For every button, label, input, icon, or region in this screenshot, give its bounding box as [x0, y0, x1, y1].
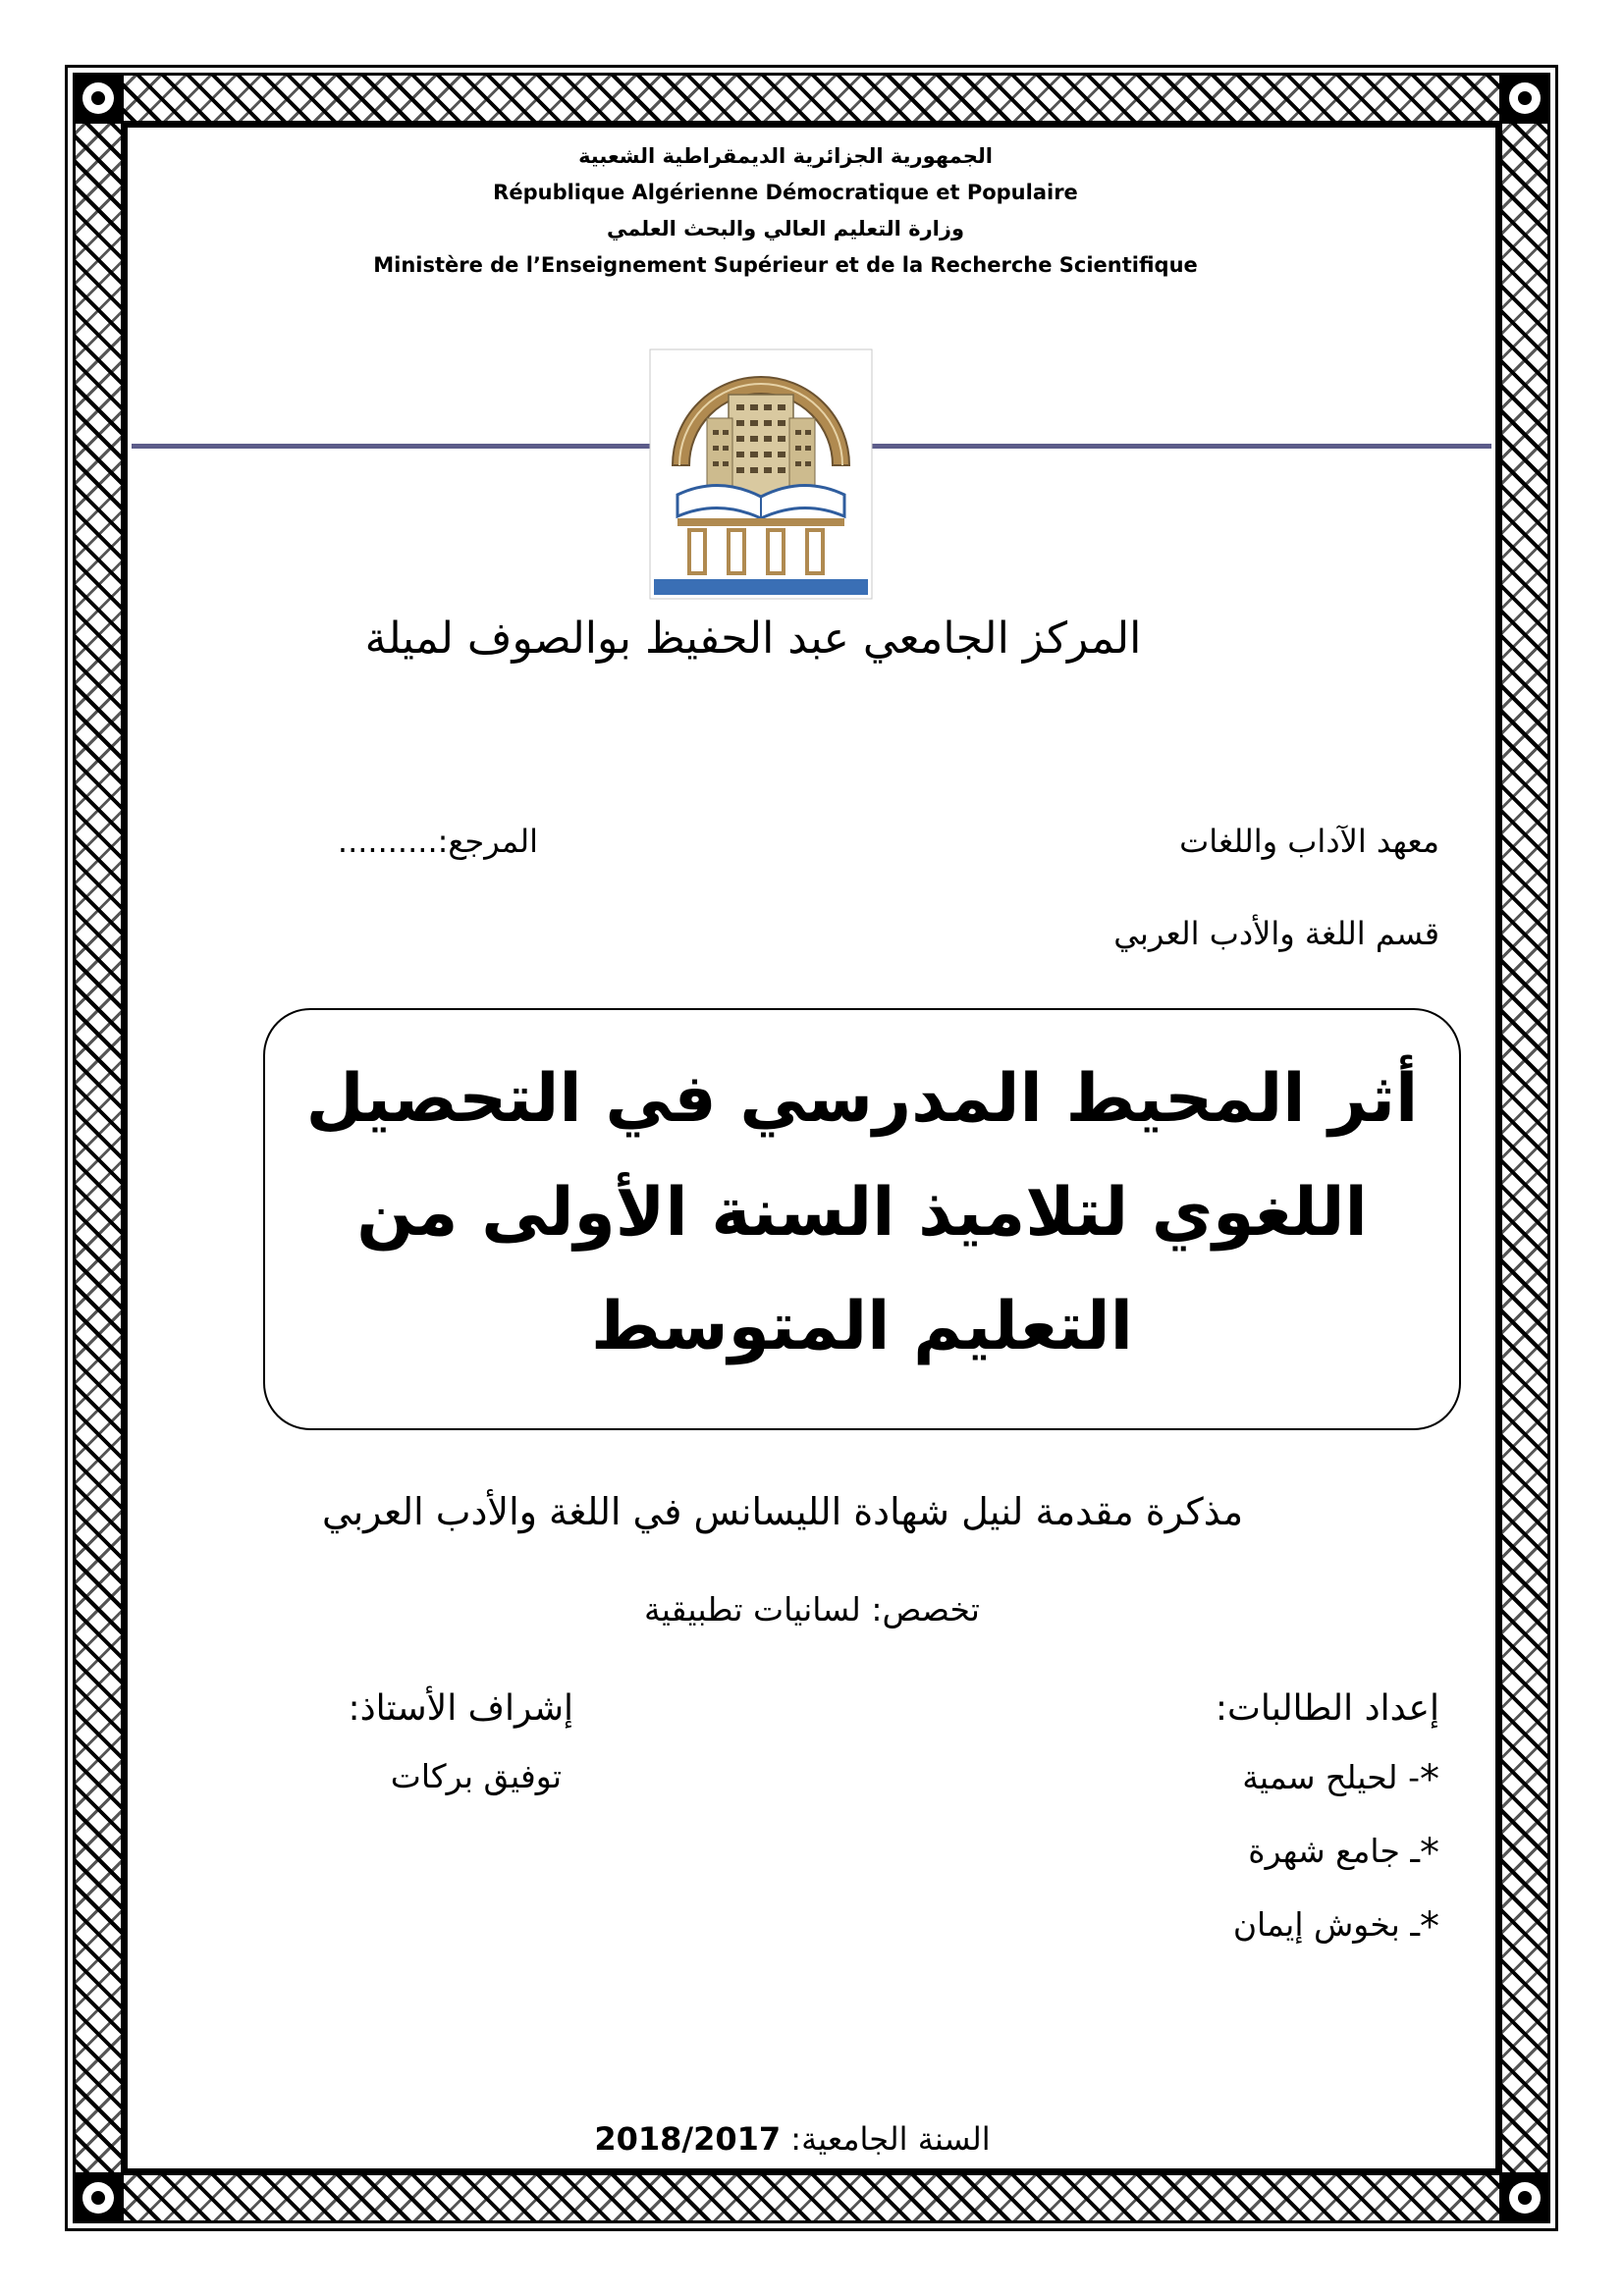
specialty: تخصص: لسانيات تطبيقية	[644, 1590, 980, 1629]
corner-ornament-icon	[1499, 73, 1550, 124]
corner-ornament-icon	[73, 73, 124, 124]
student-name: - لحيلح سمية	[1242, 1758, 1420, 1796]
bullet-star-icon: *	[1420, 1904, 1439, 1949]
ministry-arabic: وزارة التعليم العالي والبحث العلمي	[606, 217, 965, 240]
supervisor-name: توفيق بركات	[390, 1757, 562, 1795]
students-label: إعداد الطالبات:	[1215, 1688, 1439, 1729]
university-name: المركز الجامعي عبد الحفيظ بوالصوف لميلة	[364, 614, 1142, 664]
corner-ornament-icon	[1499, 2172, 1550, 2223]
student-name: ـ بخوش إيمان	[1232, 1905, 1420, 1944]
student-item	[1248, 1831, 1439, 1876]
student-item	[1242, 1757, 1439, 1802]
ministry-french: Ministère de l’Enseignement Supérieur et de la Recherche Scientifique	[373, 253, 1198, 277]
department-name: قسم اللغة والأدب العربي	[1113, 915, 1439, 952]
border-band-top	[73, 73, 1550, 124]
reference-number: المرجع:..........	[337, 823, 538, 860]
border-band-left	[73, 124, 124, 2172]
border-band-bottom	[73, 2172, 1550, 2223]
academic-year-value: 2018/2017	[594, 2120, 782, 2158]
academic-year	[0, 2120, 1624, 2158]
corner-ornament-icon	[73, 2172, 124, 2223]
academic-year-label: السنة الجامعية:	[790, 2120, 991, 2158]
institute-name: معهد الآداب واللغات	[1179, 823, 1439, 860]
thesis-title: أثر المحيط المدرسي في التحصيل اللغوي لتلاميذ السنة الأولى من التعليم المتوسط	[305, 1060, 1419, 1365]
republic-french: République Algérienne Démocratique et Populaire	[493, 181, 1078, 204]
university-logo	[648, 347, 874, 601]
border-band-right	[1499, 124, 1550, 2172]
memoir-description: مذكرة مقدمة لنيل شهادة الليسانس في اللغة والأدب العربي	[321, 1490, 1244, 1533]
republic-arabic: الجمهورية الجزائرية الديمقراطية الشعبية	[578, 144, 993, 168]
university-building-logo-icon	[648, 347, 874, 601]
supervisor-label: إشراف الأستاذ:	[348, 1688, 573, 1729]
bullet-star-icon: *	[1420, 1831, 1439, 1876]
student-name: ـ جامع شهرة	[1248, 1832, 1420, 1870]
student-item	[1233, 1904, 1439, 1949]
bullet-star-icon: *	[1420, 1757, 1439, 1802]
